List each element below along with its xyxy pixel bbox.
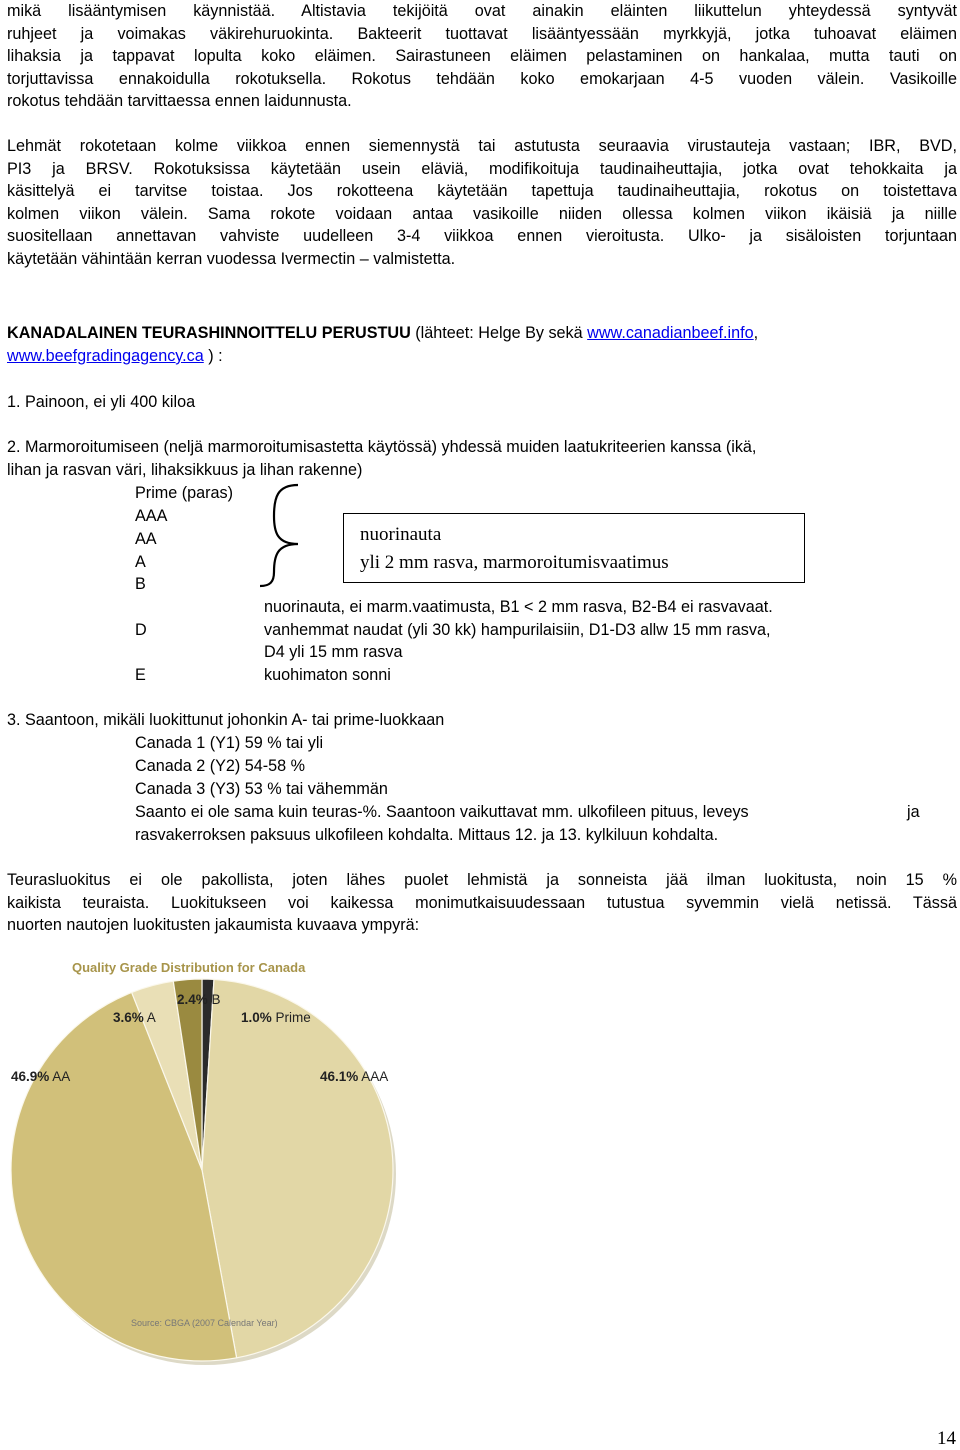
pie-slice-aaa [202,979,393,1357]
label-b [177,992,221,1007]
text-line: kaikista teuraista. Luokitukseen voi kaikessa monimutkaisuudessaan tutustua syvemmin vielä netissä. Tässä [7,893,957,912]
label-aaa [320,1069,388,1084]
text-line: suositellaan annettavan vahviste uudelleen 3-4 viikkoa ennen vieroitusta. Ulko- ja sisäloisten torjuntaan [7,227,957,246]
grade-e: E [135,666,146,684]
yield-canada-2: Canada 2 (Y2) 54-58 % [135,757,306,775]
grade-d-note-1: vanhemmat naudat (yli 30 kk) hampurilaisiin, D1-D3 allw 15 mm rasva, [264,621,771,639]
box-line-young-cattle: nuorinauta [360,524,442,545]
text-line: ruhjeet ja voimakas väkirehuruokinta. Bakteerit tuottavat lisääntyessään myrkkyjä, jotka tuhoavat eläimen [7,24,957,43]
grade-a: A [135,553,146,571]
grade-d: D [135,621,147,639]
grade-b-note: nuorinauta, ei marm.vaatimusta, B1 < 2 mm rasva, B2-B4 ei rasvavaat. [264,598,773,616]
yield-canada-1: Canada 1 (Y1) 59 % tai yli [135,734,324,752]
item-weight: 1. Painoon, ei yli 400 kiloa [7,393,196,411]
text-line: nuorten nautojen luokitusten jakaumista kuvaava ympyrä: [7,916,420,935]
label-aaa-name: AAA [361,1069,389,1084]
grade-prime: Prime (paras) [135,484,234,502]
link-beefgradingagency[interactable]: www.beefgradingagency.ca [7,347,204,365]
text-line: PI3 ja BRSV. Rokotuksissa käytetään usein eläviä, modifikoituja taudinaiheuttajia, jotka ovat tehokkaita ja [7,159,957,178]
label-b-name: B [211,992,221,1007]
chart-source: Source: CBGA (2007 Calendar Year) [131,1318,278,1328]
label-aa-name: AA [52,1069,71,1084]
heading-comma: , [753,324,759,342]
box-line-fat-requirement: yli 2 mm rasva, marmoroitumisvaatimus [360,552,669,573]
text-line: mikä lisääntymisen käynnistää. Altistavia tekijöitä ovat ainakin eläinten liikuttelun yhteydessä syntyvät [7,2,957,20]
text-line: käsittelyä ei tarvitse toistaa. Jos rokotteena käytetään tapettuja taudinaiheuttajia, rokotus on toistettava [7,182,957,201]
label-aaa-value: 46.1% [320,1069,359,1084]
yield-canada-3: Canada 3 (Y3) 53 % tai vähemmän [135,780,388,798]
grade-d-note-2: D4 yli 15 mm rasva [264,643,403,661]
label-a-name: A [146,1010,156,1025]
heading-end: ) : [203,347,223,365]
link-canadianbeef[interactable]: www.canadianbeef.info [587,324,754,342]
chart-title: Quality Grade Distribution for Canada [72,960,306,975]
text-line: Teurasluokitus ei ole pakollista, joten lähes puolet lehmistä ja sonneista jää ilman luokitusta, noin 15 % [7,871,957,889]
grade-e-note: kuohimaton sonni [264,666,391,684]
text-line: torjuttavissa ennakoidulla rokotuksella. Rokotus tehdään koko emokarjaan 4-5 vuoden välein. Vasikoille [7,69,957,88]
page-number: 14 [937,1428,956,1449]
text-line: käytetään vähintään kerran vuodessa Ivermectin – valmistetta. [7,249,456,268]
item-marbling-line1: 2. Marmoroitumiseen (neljä marmoroitumisastetta käytössä) yhdessä muiden laatukriteerien kanssa (ikä, [7,438,757,456]
label-a-value: 3.6% [113,1010,144,1025]
label-b-value: 2.4% [177,992,208,1007]
label-aa [11,1069,70,1084]
yield-note-line2: rasvakerroksen paksuus ulkofileen kohdalta. Mittaus 12. ja 13. kylkiluun kohdalta. [135,826,719,844]
item-marbling-line2: lihan ja rasvan väri, lihaksikkuus ja lihan rakenne) [7,461,363,479]
label-prime [241,1010,311,1025]
label-a [113,1010,156,1025]
grade-b: B [135,575,146,593]
grade-aaa: AAA [135,507,168,525]
label-prime-value: 1.0% [241,1010,272,1025]
text-line: lihaksia ja tappavat lopulta koko eläimen. Sairastuneen eläimen pelastaminen on hankalaa, mutta tauti on [7,47,957,66]
label-prime-name: Prime [275,1010,311,1025]
heading-sources-text: (lähteet: Helge By sekä [410,324,588,342]
yield-note-line1: Saanto ei ole sama kuin teuras-%. Saantoon vaikuttavat mm. ulkofileen pituus, leveys [135,803,749,821]
text-line: rokotus tehdään tarvittaessa ennen laidunnusta. [7,92,352,111]
label-aa-value: 46.9% [11,1069,50,1084]
item-yield-title: 3. Saantoon, mikäli luokittunut johonkin A- tai prime-luokkaan [7,711,445,729]
yield-note-line1-end: ja [907,803,920,821]
grade-aa: AA [135,530,157,548]
text-line: Lehmät rokotetaan kolme viikkoa ennen siemennystä tai astutusta seuraavia virustauteja vastaan; IBR, BVD, [7,137,957,155]
text-line: kolmen viikon välein. Sama rokote voidaan antaa vasikoille niiden ollessa kolmen viikon ikäisiä ja niille [7,204,957,223]
heading-bold-text: KANADALAINEN TEURASHINNOITTELU PERUSTUU [7,324,411,342]
